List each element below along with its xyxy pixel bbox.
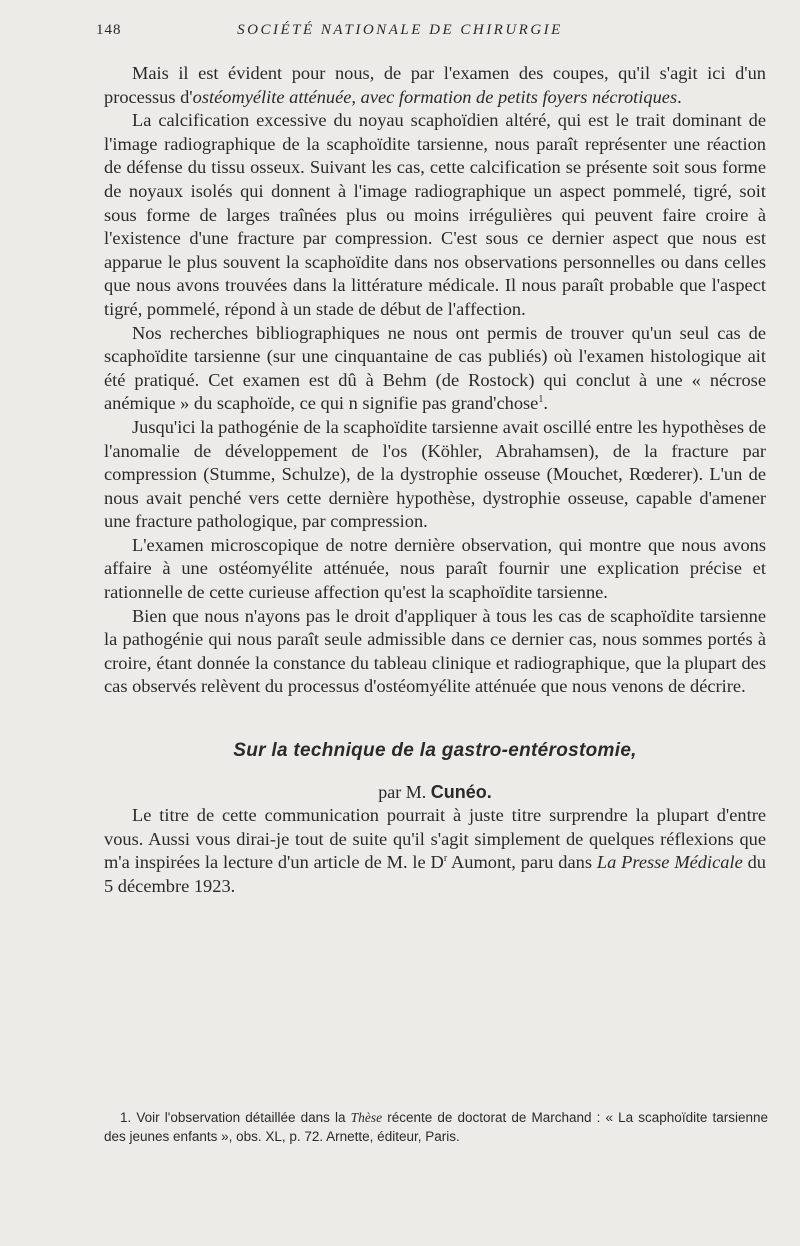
running-head: SOCIÉTÉ NATIONALE DE CHIRURGIE [237,22,563,38]
page-header [0,20,800,44]
emphasis-text: ostéomyélite atténuée, avec formation de petits foyers nécrotiques [192,86,678,107]
section-paragraph: Le titre de cette communication pourrait à juste titre surprendre la plupart d'entre vous. Aussi vous dirai-je tout de suite qu'il s'agit simplement de quelques réflexions que m'a inspirées la lecture d'un article de M. le $D^r$ Aumont, paru dans La Presse Médicale du 5 décembre 1923. [104,805,766,896]
author-name: Cunéo. [430,781,492,802]
footnote-mark: 1. [120,1110,132,1125]
paragraph: Jusqu'ici la pathogénie de la scaphoïdite tarsienne avait oscillé entre les hypothèses de l'anomalie de développement de l'os (Köhler, Abrahamsen), de la fracture par compression (Stumme, Schulze), de la dystrophie osseuse (Mouchet, Rœderer). L'un de nous avait penché vers cette dernière hypothèse, dystrophie osseuse, capable d'amener une fracture pathologique, par compression. [104,416,766,532]
paragraph: L'examen microscopique de notre dernière observation, qui montre que nous avons affaire à une ostéomyélite atténuée, nous paraît fournir une explication précise et rationnelle de cette curieuse affection qu'est la scaphoïdite tarsienne. [104,534,766,603]
footnote: 1. Voir l'observation détaillée dans la Thèse récente de doctorat de Marchand : « La scaphoïdite tarsienne des jeunes enfants », obs. XL, p. 72. Arnette, éditeur, Paris. [104,1110,768,1144]
section-title: Sur la technique de la gastro-entérostomie, [233,740,637,762]
journal-title: La Presse Médicale [596,852,743,873]
article-body [104,62,766,899]
page-number: 148 [96,22,122,38]
paragraph: Mais il est évident pour nous, de par l'examen des coupes, qu'il s'agit ici d'un processus d'ostéomyélite atténuée, avec formation de petits foyers nécrotiques. [104,63,766,107]
footnote-reference: 1 [538,394,544,406]
paragraph: La calcification excessive du noyau scaphoïdien altéré, qui est le trait dominant de l'image radiographique de la scaphoïdite tarsienne, nous paraît représenter une réaction de défense du tissu osseux. Suivant les cas, cette calcification se présente soit sous forme de noyaux isolés qui donnent à l'image radiographique un aspect pommelé, tigré, soit sous forme de larges traînées plus ou moins irrégulières qui peuvent faire croire à l'existence d'une fracture par compression. C'est sous ce dernier aspect que nous est apparue le plus souvent la scaphoïdite dans nos observations personnelles ou dans celles que nous avons trouvées dans la littérature médicale. Il nous paraît probable que l'aspect tigré, pommelé, répond à un stade de début de l'affection. [104,110,766,319]
paragraph: Bien que nous n'ayons pas le droit d'appliquer à tous les cas de scaphoïdite tarsienne la pathogénie qui nous paraît seule admissible dans ce dernier cas, nous sommes portés à croire, étant donnée la constance du tableau clinique et radiographique, que la plupart des cas observés relèvent du processus d'ostéomyélite atténuée que nous venons de décrire. [104,605,766,697]
section-byline: par M. Cunéo. [378,781,492,802]
paragraph: Nos recherches bibliographiques ne nous ont permis de trouver qu'un seul cas de scaphoïdite tarsienne (sur une cinquantaine de cas publiés) où l'examen histologique ait été pratiqué. Cet examen est dû à Behm (de Rostock) qui conclut à une « nécrose anémique » du scaphoïde, ce qui n signifie pas grand'chose$^1$. [104,322,766,414]
footnotes [104,1108,768,1146]
